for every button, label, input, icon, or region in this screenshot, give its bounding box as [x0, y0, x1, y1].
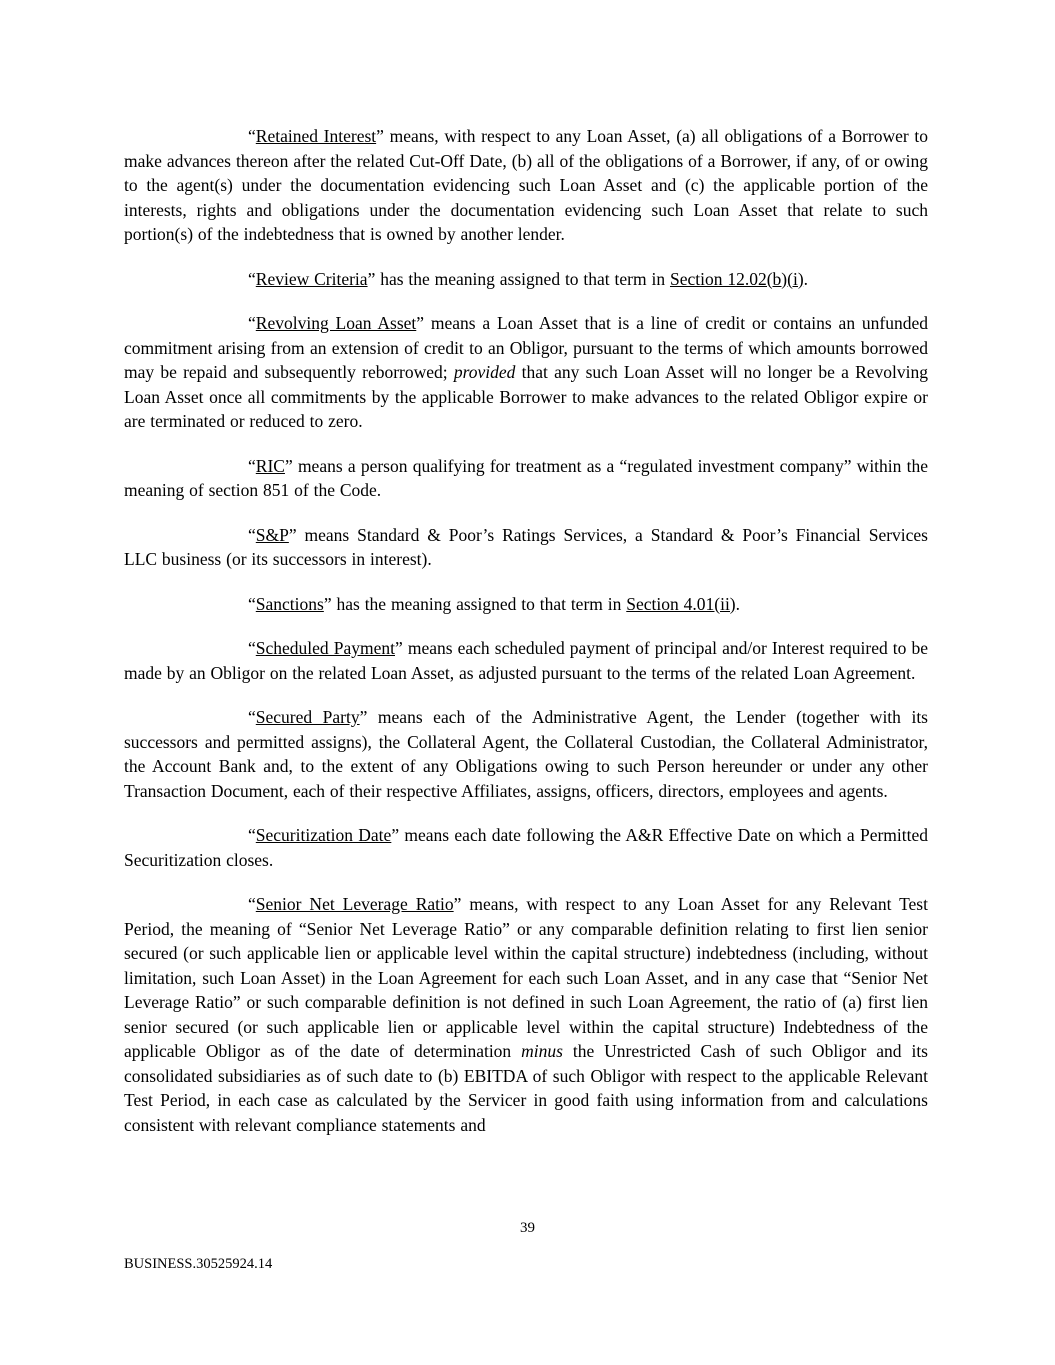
- paragraph: [124, 705, 928, 803]
- defined-term: Revolving Loan Asset: [255, 313, 417, 333]
- defined-term: Section 4.01(ii): [626, 593, 736, 614]
- body-text: ” has the meaning assigned to that term in: [367, 268, 670, 289]
- paragraph: [124, 267, 928, 292]
- body-text: .: [803, 268, 809, 289]
- body-text: ” means, with respect to any Loan Asset, (a) all obligations of a Borrower to make advances thereon after the related Cut-Off Date, (b) all of the obligations of a Borrower, if any, of or owing to the agent(s) under the documentation evidencing such Loan Asset and (c) the applicable portion of the interests, rights and obligations under the documentation evidencing such Loan Asset that relate to such portion(s) of the indebtedness that is owned by another lender.: [124, 126, 928, 244]
- emphasized-text: provided: [453, 362, 516, 382]
- paragraph: [124, 454, 928, 503]
- body-text: that any such Loan Asset will no longer be a Revolving Loan Asset once all commitments by the applicable Borrower to make advances to the related Obligor expire or are terminated or reduced to zero.: [124, 362, 928, 431]
- body-text: “: [248, 894, 256, 914]
- defined-term: Retained Interest: [255, 126, 377, 146]
- defined-term: Review Criteria: [255, 268, 368, 289]
- body-text: “: [248, 268, 256, 289]
- defined-term: S&P: [255, 524, 289, 545]
- emphasized-text: minus: [521, 1041, 563, 1061]
- body-text: “: [248, 455, 256, 476]
- paragraph: [124, 523, 928, 572]
- body-text: “: [248, 524, 256, 545]
- body-text: “: [248, 638, 256, 658]
- page-number: 39: [520, 1220, 535, 1236]
- body-text: the Unrestricted Cash of such Obligor and its consolidated subsidiaries as of such date to (b) EBITDA of such Obligor with respect to the applicable Relevant Test Period, in each case as calculated by the Servicer in good faith using information from and calculations consistent with relevant compliance statements and: [124, 1041, 928, 1135]
- defined-term: Secured Party: [255, 707, 360, 727]
- paragraph: [124, 311, 928, 434]
- body-text: ” means a person qualifying for treatment as a “regulated investment company” within the meaning of section 851 of the Code.: [124, 455, 928, 500]
- body-text: ” means each date following the A&R Effective Date on which a Permitted Securitization closes.: [124, 825, 928, 870]
- defined-term: Sanctions: [255, 593, 324, 614]
- defined-term: Section 12.02(b)(i): [669, 268, 804, 289]
- body-text: “: [248, 593, 256, 614]
- body-text: ” means a Loan Asset that is a line of credit or contains an unfunded commitment arising from an extension of credit to an Obligor, pursuant to the terms of which amounts borrowed may be repaid and subsequently reborrowed;: [124, 313, 929, 382]
- paragraph: [124, 592, 928, 617]
- defined-term: RIC: [255, 455, 285, 476]
- paragraph: [124, 636, 928, 685]
- defined-term: Senior Net Leverage Ratio: [255, 894, 454, 914]
- body-text: ” means Standard & Poor’s Ratings Services, a Standard & Poor’s Financial Services LLC business (or its successors in interest).: [124, 524, 928, 569]
- body-text: ” means, with respect to any Loan Asset for any Relevant Test Period, the meaning of “Senior Net Leverage Ratio” or any comparable definition relating to first lien senior secured (or such applicable lien or applicable level within the capital structure) indebtedness (including, without limitation, such Loan Asset) in the Loan Agreement for each such Loan Asset, and in any case that “Senior Net Leverage Ratio” or such comparable definition is not defined in such Loan Agreement, the ratio of (a) first lien senior secured (or such applicable lien or applicable level within the capital structure) Indebtedness of the applicable Obligor as of the date of determination: [124, 894, 928, 1061]
- body-text: “: [248, 313, 256, 333]
- body-text: ” has the meaning assigned to that term in: [323, 593, 627, 614]
- body-text: ” means each of the Administrative Agent, the Lender (together with its successors and permitted assigns), the Collateral Agent, the Collateral Custodian, the Collateral Administrator, the Account Bank and, to the extent of any Obligations owing to such Person hereunder or under any other Transaction Document, each of their respective Affiliates, assigns, officers, directors, employees and agents.: [124, 707, 928, 801]
- body-text: “: [248, 707, 256, 727]
- body-text: “: [248, 126, 256, 146]
- body-text: “: [248, 825, 256, 845]
- paragraph: [124, 823, 928, 872]
- paragraph: [124, 892, 928, 1137]
- footer-document-id: BUSINESS.30525924.14: [124, 1256, 273, 1272]
- body-text: ” means each scheduled payment of principal and/or Interest required to be made by an Obligor on the related Loan Asset, as adjusted pursuant to the terms of the related Loan Agreement.: [124, 638, 928, 683]
- defined-term: Securitization Date: [255, 825, 392, 845]
- paragraph: [124, 124, 928, 247]
- body-text: .: [735, 593, 741, 614]
- defined-term: Scheduled Payment: [255, 638, 395, 658]
- document-body: [124, 124, 928, 1137]
